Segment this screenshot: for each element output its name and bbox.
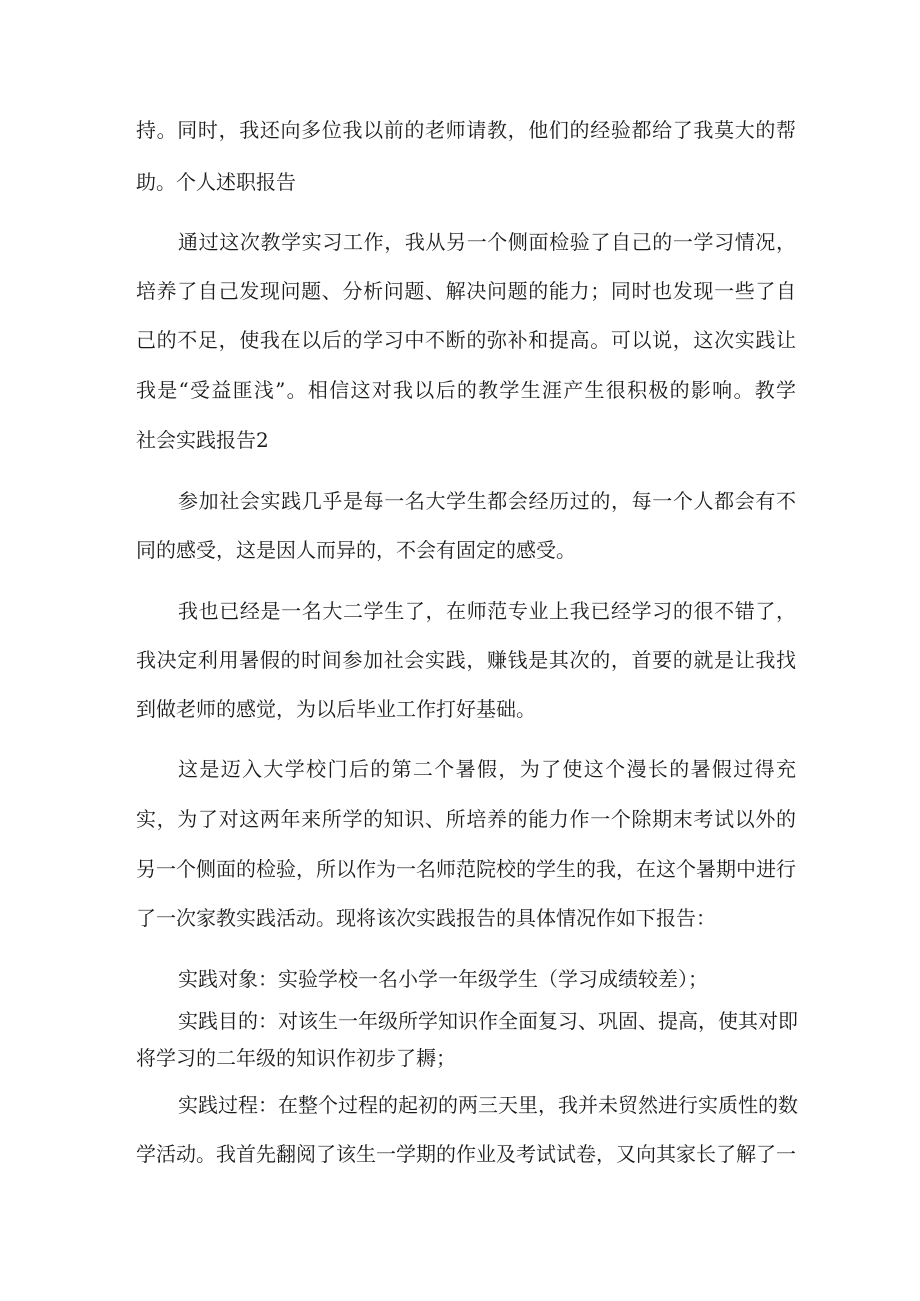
text-line: 培养了自己发现问题、分析问题、解决问题的能力；同时也发现一些了自 bbox=[136, 279, 796, 303]
paragraph-first-line: 我也已经是一名大二学生了，在师范专业上我已经学习的很不错了， bbox=[178, 599, 796, 623]
paragraph-first-line: 实践过程：在整个过程的起初的两三天里，我并未贸然进行实质性的数 bbox=[178, 1093, 798, 1117]
text-line: 另一个侧面的检验，所以作为一名师范院校的学生的我，在这个暑期中进行 bbox=[136, 857, 796, 881]
text-line: 持。同时，我还向多位我以前的老师请教，他们的经验都给了我莫大的帮 bbox=[136, 118, 796, 142]
text-line: 实，为了对这两年来所学的知识、所培养的能力作一个除期末考试以外的 bbox=[136, 807, 796, 831]
text-line: 到做老师的感觉，为以后毕业工作打好基础。 bbox=[136, 697, 536, 721]
section-title: 社会实践报告2 bbox=[136, 428, 269, 452]
paragraph-first-line: 通过这次教学实习工作，我从另一个侧面检验了自己的一学习情况， bbox=[178, 230, 796, 254]
text-line: 助。个人述职报告 bbox=[136, 170, 296, 194]
text-line: 将学习的二年级的知识作初步了耨； bbox=[136, 1046, 456, 1070]
text-line: 了一次家教实践活动。现将该次实践报告的具体情况作如下报告： bbox=[136, 906, 716, 930]
text-line: 己的不足，使我在以后的学习中不断的弥补和提高。可以说，这次实践让 bbox=[136, 328, 796, 352]
paragraph-first-line: 参加社会实践几乎是每一名大学生都会经历过的，每一个人都会有不 bbox=[178, 489, 796, 513]
paragraph-first-line: 这是迈入大学校门后的第二个暑假，为了使这个漫长的暑假过得充 bbox=[178, 757, 796, 781]
text-line: 同的感受，这是因人而异的，不会有固定的感受。 bbox=[136, 538, 576, 562]
text-line: 我是“受益匪浅”。相信这对我以后的教学生涯产生很积极的影响。教学 bbox=[136, 378, 796, 402]
paragraph-first-line: 实践目的：对该生一年级所学知识作全面复习、巩固、提高，使其对即 bbox=[178, 1009, 798, 1033]
text-line: 学活动。我首先翻阅了该生一学期的作业及考试试卷，又向其家长了解了一 bbox=[136, 1142, 796, 1166]
paragraph-first-line: 实践对象：实验学校一名小学一年级学生（学习成绩较差）； bbox=[178, 967, 708, 991]
text-line: 我决定利用暑假的时间参加社会实践，赚钱是其次的，首要的就是让我找 bbox=[136, 648, 796, 672]
